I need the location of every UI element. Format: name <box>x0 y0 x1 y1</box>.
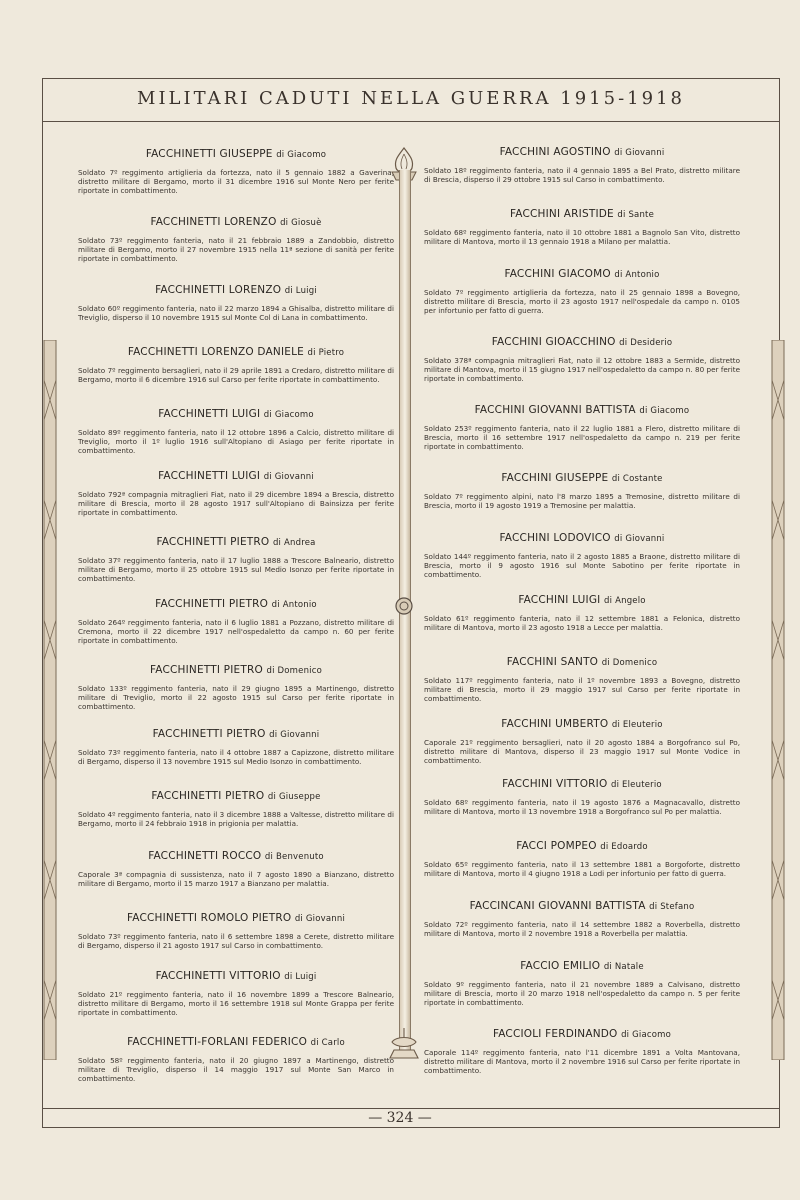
footer-rule <box>42 1108 780 1109</box>
entry-name <box>424 656 740 668</box>
fasces-left-icon <box>38 340 62 1060</box>
entry-description: Soldato 68º reggimento fanteria, nato il 19 agosto 1876 a Magnacavallo, distretto militare di Mantova, morto il 13 novembre 1918 a Borgofranco sul Po per malattia. <box>424 798 740 817</box>
entry-name <box>424 718 740 730</box>
entry <box>78 470 394 518</box>
entry-surname: FACCHINETTI PIETRO <box>155 598 269 610</box>
header-rule <box>42 121 780 122</box>
entry <box>424 778 740 816</box>
entry-father: di Giacomo <box>639 406 690 416</box>
entry-description: Soldato 117º reggimento fanteria, nato il 1º novembre 1893 a Bovegno, distretto militare di Brescia, morto il 29 maggio 1917 sul Carso per ferite riportate in combattimento. <box>424 676 740 704</box>
entry-description: Soldato 253º reggimento fanteria, nato il 22 luglio 1881 a Flero, distretto militare di Brescia, morto il 16 settembre 1917 nell'ospedaletto da campo n. 219 per ferite riportate in combattimento. <box>424 424 740 452</box>
entry-description: Soldato 37º reggimento fanteria, nato il 17 luglio 1888 a Trescore Balneario, distretto militare di Bergamo, morto il 25 ottobre 1915 sul Medio Isonzo per ferite riportate in combattimento. <box>78 556 394 584</box>
entry-surname: FACCHINETTI LUIGI <box>158 408 261 420</box>
entry-surname: FACCHINI VITTORIO <box>502 778 608 790</box>
entry <box>424 472 740 510</box>
entry-description: Soldato 9º reggimento fanteria, nato il 21 novembre 1889 a Calvisano, distretto militare di Brescia, morto il 20 marzo 1918 nell'ospedaletto da campo n. 5 per ferite riportate in combattimento. <box>424 980 740 1008</box>
entry-father: di Pietro <box>307 348 345 358</box>
entry <box>78 408 394 456</box>
entry <box>424 404 740 452</box>
entry-name <box>78 664 394 676</box>
entry-description: Soldato 4º reggimento fanteria, nato il 3 dicembre 1888 a Valtesse, distretto militare di Bergamo, morto il 24 febbraio 1918 in prigionia per malattia. <box>78 810 394 829</box>
entry-name <box>78 284 394 296</box>
entry-name <box>424 594 740 606</box>
entry-name <box>78 598 394 610</box>
entry-father: di Benvenuto <box>264 852 324 862</box>
entry-description: Soldato 133º reggimento fanteria, nato il 29 giugno 1895 a Martinengo, distretto militare di Treviglio, morto il 22 agosto 1915 sul Carso per ferite riportate in combattimento. <box>78 684 394 712</box>
entry-surname: FACCHINETTI LUIGI <box>158 470 261 482</box>
entry-description: Caporale 3ª compagnia di sussistenza, nato il 7 agosto 1890 a Bianzano, distretto militare di Bergamo, morto il 15 marzo 1917 a Bianzano per malattia. <box>78 870 394 889</box>
entry-name <box>78 1036 394 1048</box>
entry-description: Soldato 72º reggimento fanteria, nato il 14 settembre 1882 a Roverbella, distretto militare di Mantova, morto il 2 novembre 1918 a Roverbella per malattia. <box>424 920 740 939</box>
entry-father: di Costante <box>611 474 663 484</box>
entry-description: Soldato 18º reggimento fanteria, nato il 4 gennaio 1895 a Bel Prato, distretto militare di Brescia, disperso il 29 ottobre 1915 sul Carso in combattimento. <box>424 166 740 185</box>
entry-surname: FACCHINETTI VITTORIO <box>155 970 281 982</box>
entry-surname: FACCI POMPEO <box>516 840 597 852</box>
entry-name <box>424 336 740 348</box>
entry <box>424 718 740 766</box>
entry <box>78 664 394 712</box>
entry-surname: FACCHINI AGOSTINO <box>499 146 611 158</box>
entry-father: di Giacomo <box>276 150 327 160</box>
entry-surname: FACCHINI LODOVICO <box>499 532 611 544</box>
entry-description: Soldato 61º reggimento fanteria, nato il 12 settembre 1881 a Felonica, distretto militare di Mantova, morto il 23 agosto 1918 a Lecce per malattia. <box>424 614 740 633</box>
entry-surname: FACCHINETTI PIETRO <box>152 728 266 740</box>
entry-description: Soldato 89º reggimento fanteria, nato il 12 ottobre 1896 a Calcio, distretto militare di Treviglio, morto il 1º luglio 1916 sull'Altopiano di Asiago per ferite riportate in combattimento. <box>78 428 394 456</box>
entry <box>424 900 740 938</box>
entry-description: Soldato 68º reggimento fanteria, nato il 10 ottobre 1881 a Bagnolo San Vito, distretto militare di Mantova, morto il 13 gennaio 1918 a Milano per malattia. <box>424 228 740 247</box>
entry-father: di Giovanni <box>614 534 665 544</box>
entry-name <box>424 268 740 280</box>
entry-description: Soldato 792ª compagnia mitraglieri Fiat, nato il 29 dicembre 1894 a Brescia, distretto militare di Brescia, morto il 28 agosto 1917 sull'Altopiano di Bainsizza per ferite riportate in combattimento. <box>78 490 394 518</box>
entry <box>78 536 394 584</box>
entry-surname: FACCHINETTI PIETRO <box>151 790 265 802</box>
entry-father: di Giovanni <box>263 472 314 482</box>
entry-description: Soldato 73º reggimento fanteria, nato il 21 febbraio 1889 a Zandobbio, distretto militare di Bergamo, morto il 27 novembre 1915 nella 11ª sezione di sanità per ferite riportate in combattimento. <box>78 236 394 264</box>
entry-name <box>78 912 394 924</box>
entry-name <box>78 850 394 862</box>
entry-description: Soldato 73º reggimento fanteria, nato il 6 settembre 1898 a Cerete, distretto militare di Bergamo, disperso il 21 agosto 1917 sul Carso in combattimento. <box>78 932 394 951</box>
entry-surname: FACCHINETTI LORENZO DANIELE <box>127 346 304 358</box>
entry <box>78 728 394 766</box>
entry <box>424 960 740 1008</box>
entry-surname: FACCHINETTI LORENZO <box>150 216 277 228</box>
entry-father: di Giovanni <box>614 148 665 158</box>
entry-description: Soldato 378ª compagnia mitraglieri Fiat, nato il 12 ottobre 1883 a Sermide, distretto militare di Mantova, morto il 15 giugno 1917 nell'ospedaletto da campo n. 80 per ferite riportate in combattimento. <box>424 356 740 384</box>
entry <box>78 148 394 196</box>
entry-surname: FACCHINI LUIGI <box>518 594 601 606</box>
entry-description: Soldato 264º reggimento fanteria, nato il 6 luglio 1881 a Pozzano, distretto militare di Cremona, morto il 22 dicembre 1917 nell'ospedaletto da campo n. 60 per ferite riportate in combattimento. <box>78 618 394 646</box>
entry-father: di Luigi <box>284 972 317 982</box>
entry <box>424 594 740 632</box>
entry <box>424 1028 740 1076</box>
entry-name <box>424 840 740 852</box>
entry-name <box>78 408 394 420</box>
entry <box>78 850 394 888</box>
entry <box>78 970 394 1018</box>
entry-father: di Eleuterio <box>611 720 663 730</box>
entry <box>424 840 740 878</box>
entry-name <box>78 148 394 160</box>
entry-description: Soldato 7º reggimento artiglieria da fortezza, nato il 5 gennaio 1882 a Gaverina, distretto militare di Bergamo, morto il 31 dicembre 1916 sul Monte Nero per ferite riportate in combattimento. <box>78 168 394 196</box>
entry-father: di Antonio <box>614 270 660 280</box>
entry-description: Soldato 7º reggimento bersaglieri, nato il 29 aprile 1891 a Credaro, distretto militare di Bergamo, morto il 6 dicembre 1916 sul Carso per ferite riportate in combattimento. <box>78 366 394 385</box>
entry <box>424 532 740 580</box>
entry <box>78 790 394 828</box>
medallion-icon <box>394 596 414 616</box>
entry-name <box>424 960 740 972</box>
entry-father: di Stefano <box>649 902 695 912</box>
entry-surname: FACCHINI SANTO <box>506 656 599 668</box>
entry-surname: FACCHINI GIACOMO <box>504 268 611 280</box>
entry-name <box>78 728 394 740</box>
entry-name <box>424 208 740 220</box>
entry <box>424 656 740 704</box>
entry-father: di Giuseppe <box>267 792 321 802</box>
entry-description: Caporale 114º reggimento fanteria, nato l'11 dicembre 1891 a Volta Mantovana, distretto militare di Mantova, morto il 2 novembre 1916 sul Carso per ferite riportate in combattimento. <box>424 1048 740 1076</box>
entry-name <box>78 970 394 982</box>
entry-father: di Giovanni <box>269 730 320 740</box>
entry-surname: FACCHINETTI LORENZO <box>155 284 282 296</box>
entry-name <box>424 778 740 790</box>
entry-name <box>424 404 740 416</box>
entry-surname: FACCHINETTI PIETRO <box>149 664 263 676</box>
page-number: — 324 — <box>368 1110 432 1126</box>
entry-father: di Luigi <box>284 286 317 296</box>
entry-father: di Giovanni <box>294 914 346 924</box>
entry-surname: FACCHINI UMBERTO <box>501 718 609 730</box>
entry-name <box>424 532 740 544</box>
fasces-right-icon <box>766 340 790 1060</box>
entry <box>78 1036 394 1084</box>
entry-name <box>78 470 394 482</box>
entry-name <box>424 1028 740 1040</box>
entry-name <box>424 472 740 484</box>
entry-surname: FACCHINETTI-FORLANI FEDERICO <box>127 1036 308 1048</box>
entry-surname: FACCHINI ARISTIDE <box>509 208 614 220</box>
entry-surname: FACCHINI GIOACCHINO <box>491 336 616 348</box>
entry-father: di Angelo <box>604 596 646 606</box>
entry-description: Soldato 65º reggimento fanteria, nato il 13 settembre 1881 a Borgoforte, distretto militare di Mantova, morto il 4 giugno 1918 a Lodi per infortunio per fatto di guerra. <box>424 860 740 879</box>
entry-father: di Andrea <box>272 538 316 548</box>
entry-name <box>424 146 740 158</box>
entry-father: di Desiderio <box>619 338 673 348</box>
entry-father: di Antonio <box>271 600 317 610</box>
entry <box>424 208 740 246</box>
entry-name <box>78 216 394 228</box>
entry-father: di Domenico <box>266 666 323 676</box>
entry <box>424 268 740 316</box>
entry-description: Soldato 58º reggimento fanteria, nato il 20 giugno 1897 a Martinengo, distretto militare di Treviglio, disperso il 14 maggio 1917 sul Monte San Marco in combattimento. <box>78 1056 394 1084</box>
entry-surname: FACCHINETTI ROCCO <box>148 850 262 862</box>
entry <box>78 216 394 264</box>
entry-description: Soldato 73º reggimento fanteria, nato il 4 ottobre 1887 a Capizzone, distretto militare di Bergamo, disperso il 13 novembre 1915 sul Medio Isonzo in combattimento. <box>78 748 394 767</box>
entry <box>78 284 394 322</box>
entry-description: Soldato 60º reggimento fanteria, nato il 22 marzo 1894 a Ghisalba, distretto militare di Treviglio, disperso il 10 novembre 1915 sul Monte Col di Lana in combattimento. <box>78 304 394 323</box>
entry-description: Caporale 21º reggimento bersaglieri, nato il 20 agosto 1884 a Borgofranco sul Po, distretto militare di Mantova, disperso il 23 maggio 1917 sul Monte Vodice in combattimento. <box>424 738 740 766</box>
entry-surname: FACCHINETTI PIETRO <box>156 536 270 548</box>
entry-surname: FACCIOLI FERDINANDO <box>492 1028 618 1040</box>
entry-father: di Sante <box>617 210 655 220</box>
entry <box>78 912 394 950</box>
entry-father: di Giosuè <box>280 218 322 228</box>
entry-description: Soldato 7º reggimento alpini, nato l'8 marzo 1895 a Tremosine, distretto militare di Brescia, morto il 19 agosto 1919 a Tremosine per malattia. <box>424 492 740 511</box>
page-title: MILITARI CADUTI NELLA GUERRA 1915-1918 <box>137 88 685 109</box>
entry-surname: FACCINCANI GIOVANNI BATTISTA <box>469 900 646 912</box>
entry-father: di Giacomo <box>263 410 314 420</box>
entry-surname: FACCHINETTI ROMOLO PIETRO <box>126 912 292 924</box>
entry-surname: FACCHINETTI GIUSEPPE <box>145 148 273 160</box>
entry <box>424 336 740 384</box>
entry-father: di Giacomo <box>621 1030 672 1040</box>
entry-father: di Edoardo <box>600 842 648 852</box>
entry-surname: FACCIO EMILIO <box>520 960 601 972</box>
entry <box>78 598 394 646</box>
entry-father: di Natale <box>603 962 644 972</box>
entry-name <box>78 536 394 548</box>
entry-father: di Eleuterio <box>610 780 662 790</box>
entry-description: Soldato 144º reggimento fanteria, nato il 2 agosto 1885 a Braone, distretto militare di Brescia, morto il 9 agosto 1916 sul Monte Sabotino per ferite riportate in combattimento. <box>424 552 740 580</box>
entry-father: di Domenico <box>601 658 658 668</box>
entry-name <box>424 900 740 912</box>
entry-description: Soldato 21º reggimento fanteria, nato il 16 novembre 1899 a Trescore Balneario, distretto militare di Bergamo, morto il 16 settembre 1918 sul Monte Grappa per ferite riportate in combattimento. <box>78 990 394 1018</box>
entry-name <box>78 346 394 358</box>
entry-father: di Carlo <box>310 1038 345 1048</box>
entry <box>424 146 740 184</box>
entry-description: Soldato 7º reggimento artiglieria da fortezza, nato il 25 gennaio 1898 a Bovegno, distretto militare di Brescia, morto il 23 agosto 1917 nell'ospedale da campo n. 0105 per infortunio per fatto di guerra. <box>424 288 740 316</box>
entry-surname: FACCHINI GIUSEPPE <box>501 472 609 484</box>
entry-surname: FACCHINI GIOVANNI BATTISTA <box>474 404 636 416</box>
entry <box>78 346 394 384</box>
entry-name <box>78 790 394 802</box>
